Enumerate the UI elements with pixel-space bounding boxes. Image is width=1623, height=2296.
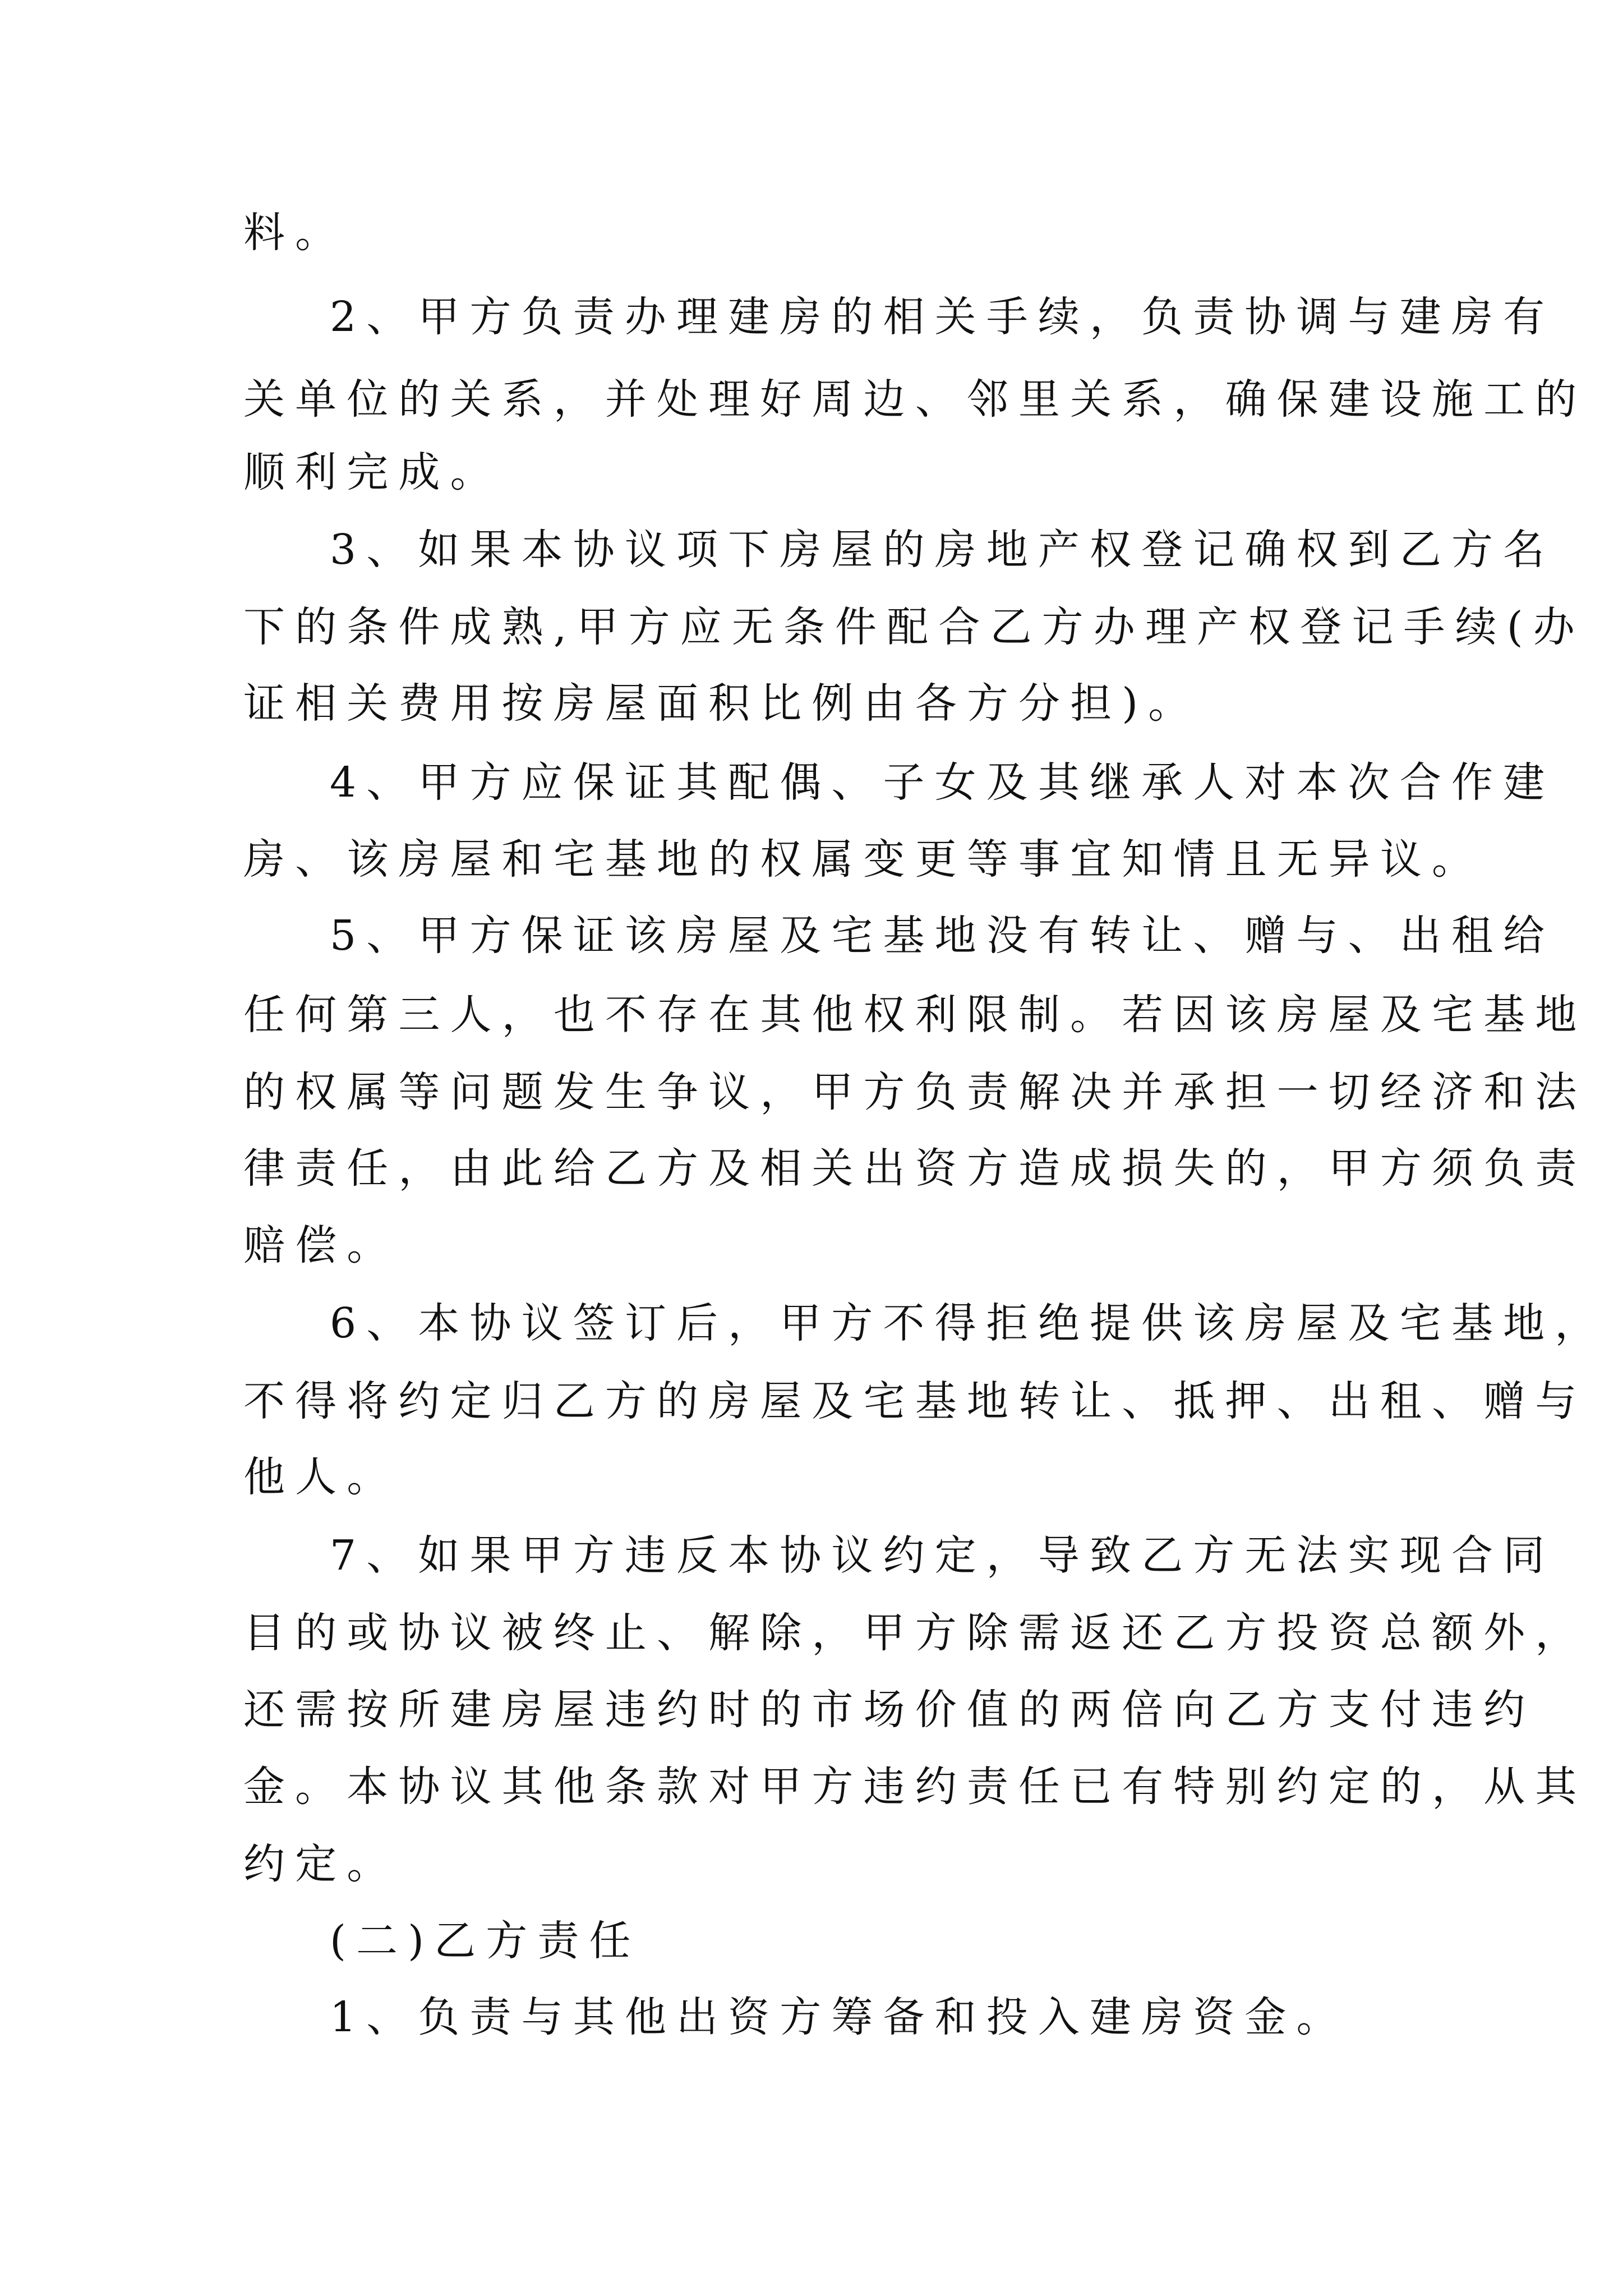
text-line: 料。: [243, 209, 347, 257]
text-line: 任何第三人，也不存在其他权利限制。若因该房屋及宅基地: [243, 991, 1587, 1039]
text-line: 顺利完成。: [243, 448, 502, 496]
text-line: 4、甲方应保证其配偶、子女及其继承人对本次合作建: [330, 758, 1555, 807]
text-line: 赔偿。: [243, 1221, 399, 1269]
text-line: 他人。: [243, 1453, 399, 1501]
section-heading: (二)乙方责任: [330, 1917, 641, 1965]
text-line: 1、负责与其他出资方筹备和投入建房资金。: [330, 1993, 1348, 2041]
text-line: 不得将约定归乙方的房屋及宅基地转让、抵押、出租、赠与: [243, 1377, 1587, 1425]
text-line: 6、本协议签订后，甲方不得拒绝提供该房屋及宅基地，: [330, 1299, 1607, 1347]
text-line: 3、如果本协议项下房屋的房地产权登记确权到乙方名: [330, 526, 1555, 574]
text-line: 2、甲方负责办理建房的相关手续，负责协调与建房有: [330, 293, 1555, 341]
text-line: 约定。: [243, 1840, 399, 1888]
text-line: 律责任，由此给乙方及相关出资方造成损失的，甲方须负责: [243, 1144, 1587, 1193]
text-line: 房、该房屋和宅基地的权属变更等事宜知情且无异议。: [243, 835, 1484, 884]
text-line: 5、甲方保证该房屋及宅基地没有转让、赠与、出租给: [330, 912, 1555, 960]
text-line: 下的条件成熟,甲方应无条件配合乙方办理产权登记手续(办: [243, 603, 1585, 651]
text-line: 金。本协议其他条款对甲方违约责任已有特别约定的，从其: [243, 1763, 1587, 1811]
text-line: 证相关费用按房屋面积比例由各方分担)。: [243, 679, 1200, 728]
text-line: 的权属等问题发生争议，甲方负责解决并承担一切经济和法: [243, 1068, 1587, 1116]
text-line: 还需按所建房屋违约时的市场价值的两倍向乙方支付违约: [243, 1686, 1536, 1734]
text-line: 关单位的关系，并处理好周边、邻里关系，确保建设施工的: [243, 375, 1587, 424]
text-line: 目的或协议被终止、解除，甲方除需返还乙方投资总额外，: [243, 1609, 1587, 1657]
text-line: 7、如果甲方违反本协议约定，导致乙方无法实现合同: [330, 1531, 1555, 1580]
